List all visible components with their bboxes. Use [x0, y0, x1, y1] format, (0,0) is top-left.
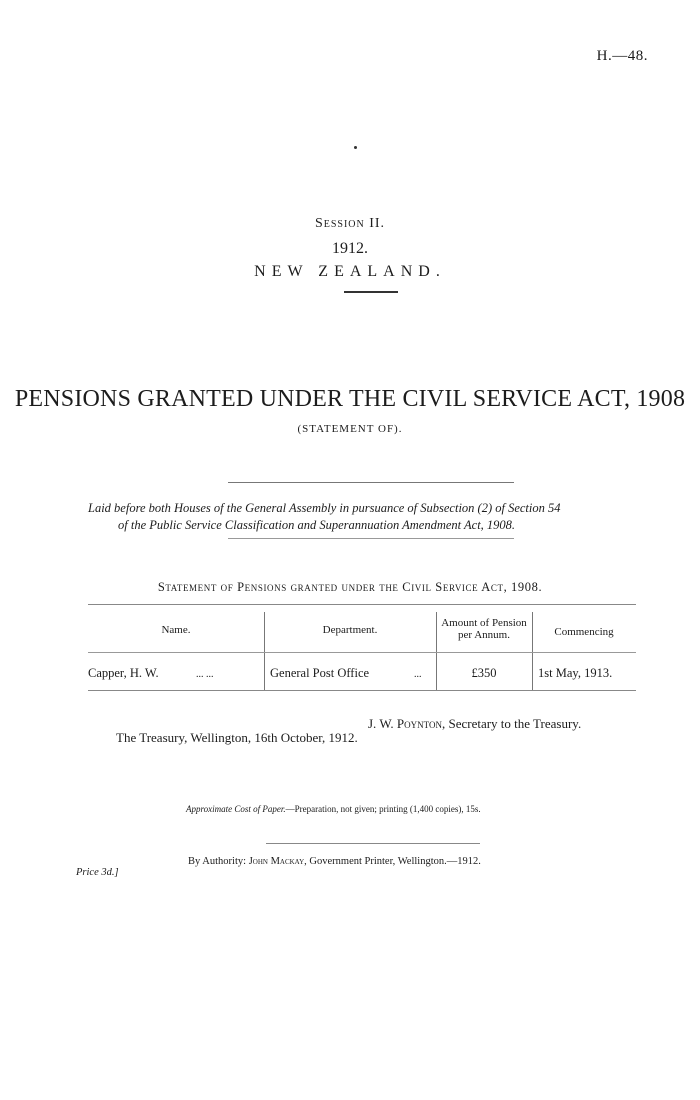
statement-heading: Statement of Pensions granted under the Civil Service Act, 1908. [157, 580, 543, 594]
document-title: PENSIONS GRANTED UNDER THE CIVIL SERVICE ACT, 1908 [14, 386, 686, 412]
authority-prefix: By Authority: [188, 856, 249, 867]
laid-line-1: Laid before both Houses of the General Assembly in pursuance of Subsection (2) of Section 54 [88, 501, 561, 515]
document-subtitle: (STATEMENT OF). [297, 423, 403, 435]
document-reference: H.—48. [596, 48, 648, 64]
session-label [0, 216, 700, 232]
cell-name-leader: ... ... [196, 669, 214, 680]
cell-department-leader: ... [414, 669, 422, 680]
cost-note [186, 804, 481, 814]
price-note: Price 3d.] [76, 867, 119, 878]
cell-department: General Post Office [270, 666, 370, 680]
table-bottom-rule [88, 690, 636, 691]
country-name: NEW ZEALAND. [254, 263, 446, 280]
table-top-rule [88, 604, 636, 605]
print-mark [354, 146, 357, 149]
divider [266, 843, 480, 844]
header-department: Department. [322, 624, 378, 636]
table-header-rule [88, 652, 636, 653]
signatory-title: , Secretary to the Treasury. [441, 716, 582, 731]
column-divider [532, 612, 533, 690]
session-text: Session II. [314, 216, 386, 231]
cell-commencing: 1st May, 1913. [538, 666, 613, 680]
divider [228, 482, 514, 483]
cost-note-text: —Preparation, not given; printing (1,400 copies), 15s. [285, 804, 481, 814]
laid-line-2: of the Public Service Classification and Superannuation Amendment Act, 1908. [118, 518, 516, 532]
authority-suffix: , Government Printer, Wellington.—1912. [304, 856, 481, 867]
header-name: Name. [161, 624, 191, 636]
session-year: 1912. [332, 240, 368, 257]
laid-before-notice [88, 500, 658, 534]
place-and-date: The Treasury, Wellington, 16th October, 1912. [116, 730, 358, 745]
header-commencing: Commencing [554, 626, 614, 638]
signatory-name: J. W. Poynton [368, 716, 442, 731]
header-amount-line1: Amount of Pension [441, 617, 527, 629]
cost-note-label: Approximate Cost of Paper. [186, 804, 286, 814]
cell-name: Capper, H. W. [88, 666, 159, 680]
header-amount-line2: per Annum. [458, 629, 510, 641]
divider [228, 538, 514, 539]
header-amount [436, 617, 532, 641]
divider [344, 291, 398, 293]
signature [368, 716, 581, 732]
cell-amount: £350 [471, 666, 497, 680]
authority-line [188, 856, 481, 867]
printer-name: John Mackay [248, 856, 305, 867]
